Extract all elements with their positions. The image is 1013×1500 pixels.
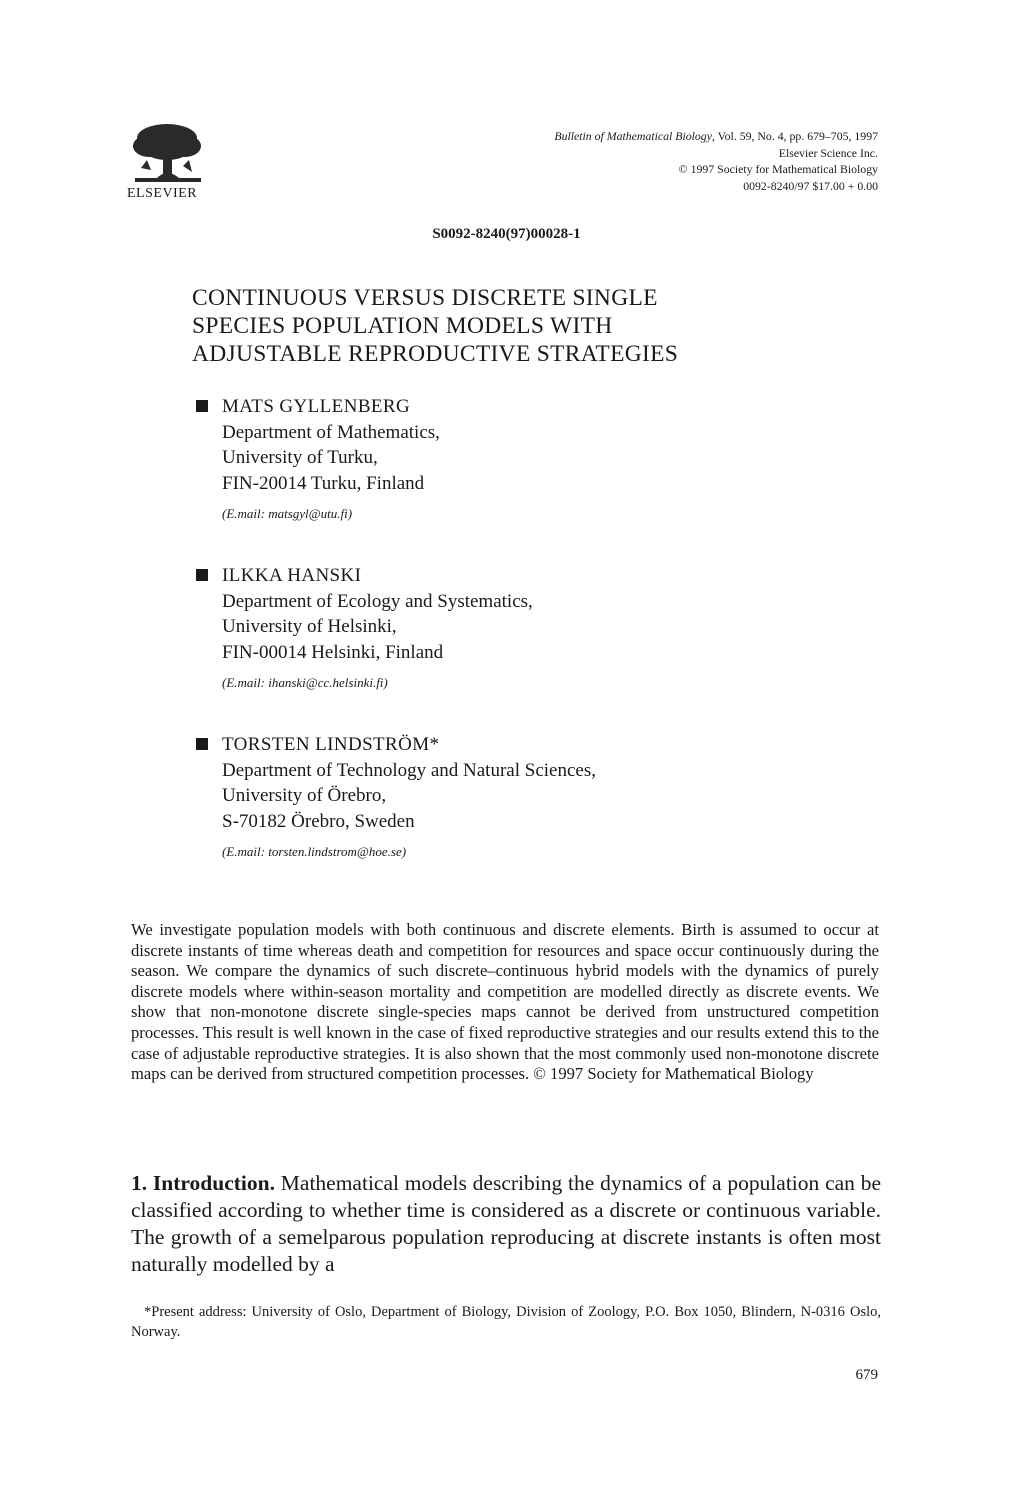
introduction-text: Mathematical models describing the dynamics of a population can be classified according to whether time is considered as a discrete or continuous variable. The growth of a semelparous population reproducing at discrete instants is often most naturally modelled by a [131,1171,881,1276]
journal-publisher: Elsevier Science Inc. [778,145,878,160]
publisher-logo [127,122,207,204]
author-email: (E.mail: matsgyl@utu.fi) [222,506,353,521]
author-name: TORSTEN LINDSTRÖM* [222,734,440,755]
section-heading: 1. Introduction. [131,1171,275,1195]
document-identifier: S0092-8240(97)00028-1 [432,226,581,242]
introduction-paragraph [131,1170,881,1278]
author-name: MATS GYLLENBERG [222,396,411,417]
author-email: (E.mail: ihanski@cc.helsinki.fi) [222,675,388,690]
logo-label: ELSEVIER [127,186,198,201]
journal-volume: , Vol. 59, No. 4, pp. 679–705, 1997 [711,129,878,143]
author-affiliation-line: S-70182 Örebro, Sweden [222,810,415,832]
page-number: 679 [855,1367,878,1383]
journal-copyright: © 1997 Society for Mathematical Biology [678,162,878,176]
journal-citation-line [398,128,878,145]
title-line: ADJUSTABLE REPRODUCTIVE STRATEGIES [192,341,679,367]
author-affiliation-line: FIN-00014 Helsinki, Finland [222,641,444,663]
author-affiliation-line: Department of Mathematics, [222,421,440,443]
journal-issn-price: 0092-8240/97 $17.00 + 0.00 [743,178,878,193]
author-affiliation-line: University of Turku, [222,447,378,468]
journal-name: Bulletin of Mathematical Biology [554,129,712,143]
title-line: CONTINUOUS VERSUS DISCRETE SINGLE [192,285,658,311]
author-affiliation-line: FIN-20014 Turku, Finland [222,472,425,494]
paper-title [192,284,678,368]
author-name: ILKKA HANSKI [222,565,362,586]
elsevier-tree-icon [127,122,207,188]
author-affiliation-line: Department of Technology and Natural Sciences, [222,759,596,781]
author-affiliation-line: University of Helsinki, [222,616,397,637]
title-line: SPECIES POPULATION MODELS WITH [192,313,613,339]
author-bullet-icon [196,738,208,750]
author-email: (E.mail: torsten.lindstrom@hoe.se) [222,844,407,859]
abstract: We investigate population models with both continuous and discrete elements. Birth is assumed to occur at discrete instants of time whereas death and competition for resources and space occur continuously during the season. We compare the dynamics of such discrete–continuous hybrid models with the dynamics of purely discrete models where within-season mortality and competition are modelled directly as discrete events. We show that non-monotone discrete single-species maps cannot be derived from unstructured competition processes. This result is well known in the case of fixed reproductive strategies and our results extend this to the case of adjustable reproductive strategies. It is also shown that the most commonly used non-monotone discrete maps can be derived from structured competition processes. © 1997 Society for Mathematical Biology [131,920,879,1084]
author-affiliation-line: University of Örebro, [222,785,387,806]
author-bullet-icon [196,400,208,412]
footnote: *Present address: University of Oslo, Department of Biology, Division of Zoology, P.O. Box 1050, Blindern, N-0316 Oslo, Norway. [131,1304,881,1340]
journal-info [398,128,878,194]
author-bullet-icon [196,569,208,581]
author-affiliation-line: Department of Ecology and Systematics, [222,590,533,612]
